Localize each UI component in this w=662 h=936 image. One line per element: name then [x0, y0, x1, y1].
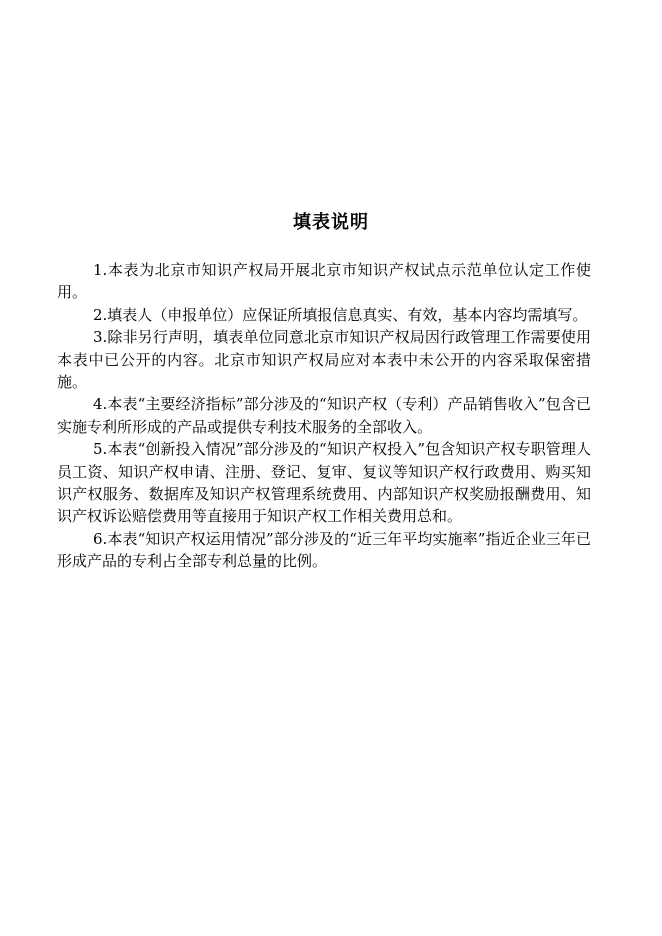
instruction-paragraph-2: 2.填表人（申报单位）应保证所填报信息真实、有效，基本内容均需填写。 [93, 305, 588, 324]
instruction-paragraph-6: 6.本表“知识产权运用情况”部分涉及的“近三年平均实施率”指近企业三年已形成产品的专利占全部专利总量的比例。 [57, 529, 591, 571]
instruction-paragraph-4: 4.本表“主要经济指标”部分涉及的“知识产权（专利）产品销售收入”包含已实施专利所形成的产品或提供专利技术服务的全部收入。 [57, 395, 591, 436]
instruction-paragraph-1: 1.本表为北京市知识产权局开展北京市知识产权试点示范单位认定工作使用。 [57, 261, 591, 302]
page-title: 填表说明 [293, 212, 369, 233]
instruction-paragraph-3: 3.除非另行声明，填表单位同意北京市知识产权局因行政管理工作需要使用本表中已公开的内容。北京市知识产权局应对本表中未公开的内容采取保密措施。 [57, 328, 591, 392]
instructions-body [57, 259, 591, 573]
instruction-paragraph-5: 5.本表“创新投入情况”部分涉及的“知识产权投入”包含知识产权专职管理人员工资、知识产权申请、注册、登记、复审、复议等知识产权行政费用、购买知识产权服务、数据库及知识产权管理系统费用、内部知识产权奖励报酬费用、知识产权诉讼赔偿费用等直接用于知识产权工作相关费用总和。 [57, 440, 591, 526]
